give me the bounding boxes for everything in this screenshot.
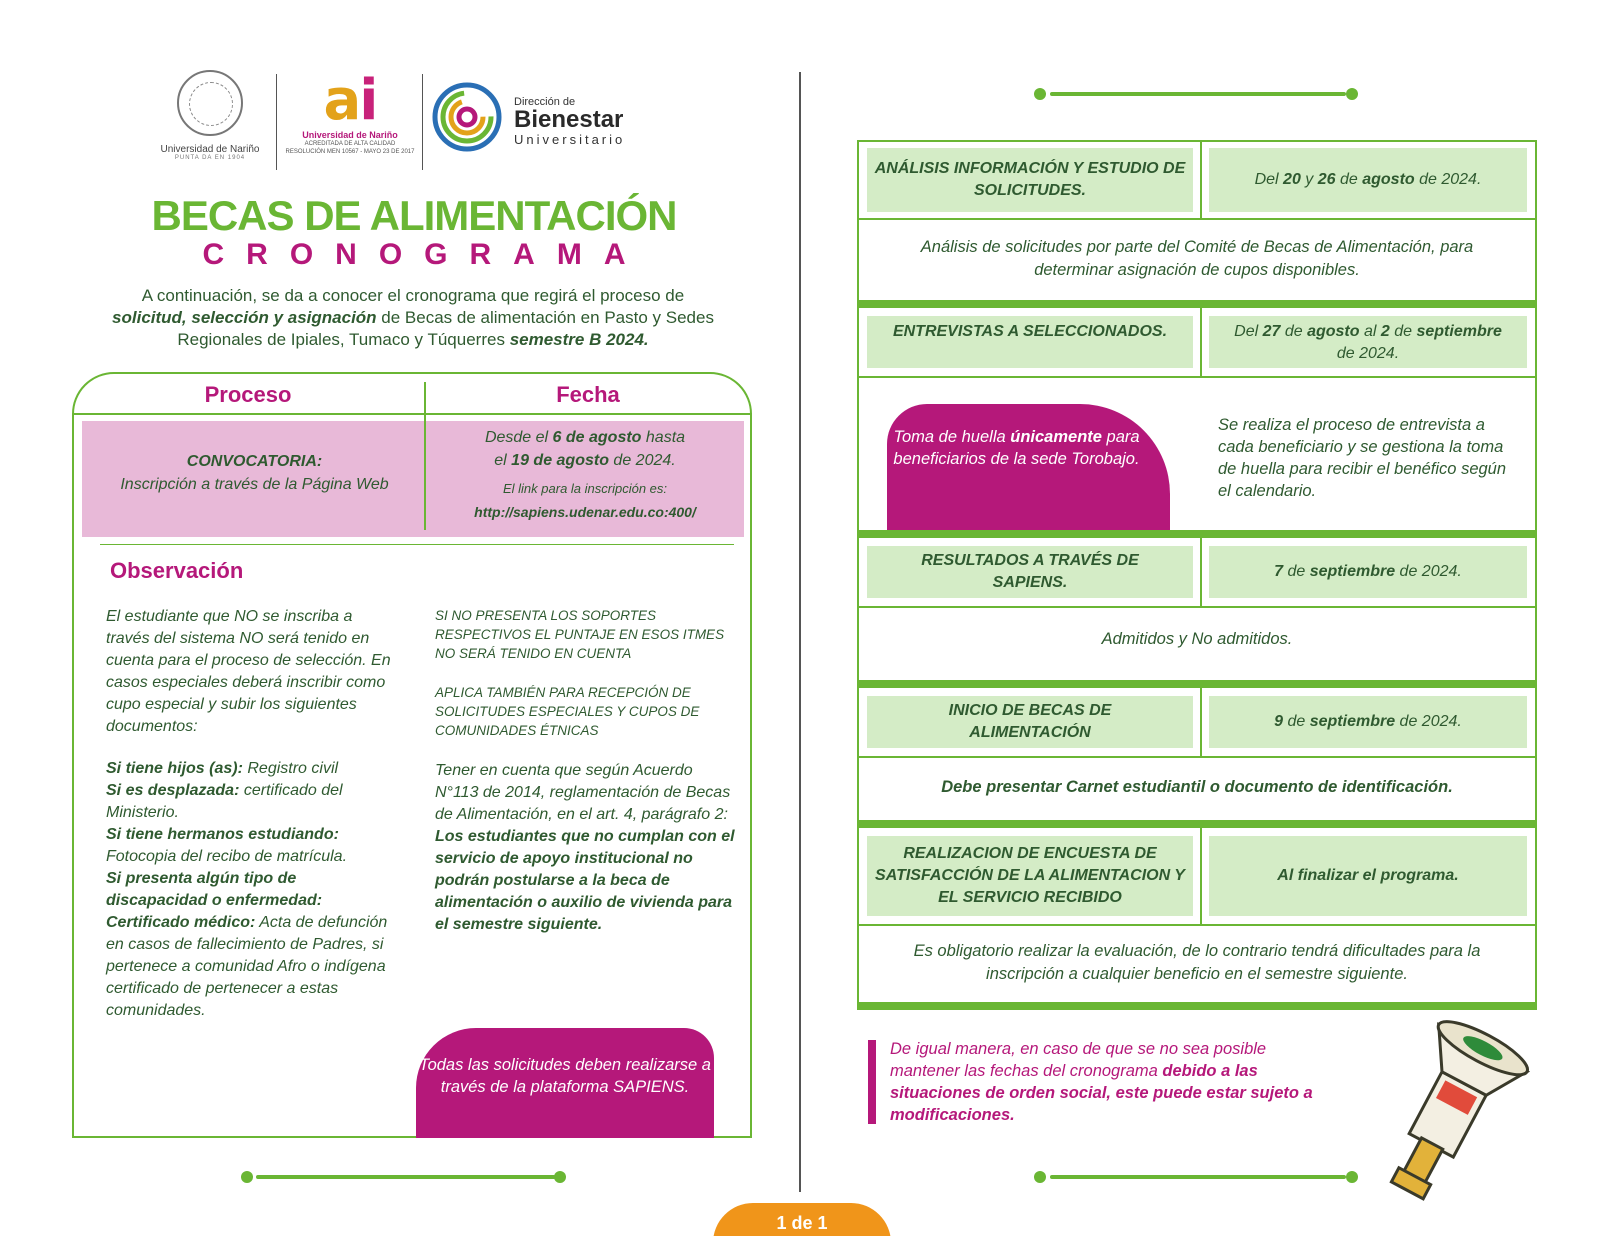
row1-date: Del 20 y 26 de agosto de 2024. (1254, 171, 1482, 188)
seal-icon (177, 70, 243, 136)
bar-dot (1346, 88, 1358, 100)
ai-mark: ai (323, 68, 377, 133)
row2-desc: Se realiza el proceso de entrevista a cada beneficiario y se gestiona la toma de huella para recibir el benéfico según el calendario. (1218, 416, 1507, 500)
page-subtitle: CRONOGRAMA (202, 238, 648, 271)
schedule-note: De igual manera, en caso de que se no sea posible mantener las fechas del cronograma debido a las situaciones de orden social, este puede estar sujeto a modificaciones. (890, 1040, 1313, 1124)
sapiens-callout: Todas las solicitudes deben realizarse a través de la plataforma SAPIENS. (416, 1028, 714, 1138)
page-title: BECAS DE ALIMENTACIÓN (151, 192, 677, 239)
row3-date: 7 de septiembre de 2024. (1274, 563, 1462, 580)
university-seal-logo (155, 70, 265, 165)
bienestar-dir: Dirección de (514, 96, 576, 108)
decor-bar (1050, 92, 1346, 96)
row5-date: Al finalizar el programa. (1277, 867, 1459, 884)
bar-dot (1034, 88, 1046, 100)
decor-bar (1050, 1175, 1346, 1179)
seal-sub: PUNTA DA EN 1904 (174, 155, 246, 161)
row2-date: Del 27 de agosto al 2 de septiembre de 2024. (1234, 323, 1502, 362)
header-rule (72, 413, 752, 415)
observacion-right: SI NO PRESENTA LOS SOPORTES RESPECTIVOS EL PUNTAJE EN ESOS ITMES NO SERÁ TENIDO EN CUENTA APLICA TAMBIÉN PARA RECEPCIÓN DE SOLICITUDES ESPECIALES Y CUPOS DE COMUNIDADES ÉTNICAS Tener en cuenta que según Acuerdo N°113 de 2014, reglamentación de Becas de Alimentación, en el art. 4, parágrafo 2: Los estudiantes que no cumplan con el servicio de apoyo institucional no podrán postularse a la beca de alimentación o auxilio de vivienda para el semestre siguiente. (435, 608, 735, 933)
megaphone-icon (1370, 1020, 1530, 1220)
schedule-table (857, 140, 1537, 1010)
bienestar-uni: Universitario (514, 132, 626, 147)
row2-process: ENTREVISTAS A SELECCIONADOS. (892, 323, 1168, 340)
bar-dot (241, 1171, 253, 1183)
row4-date: 9 de septiembre de 2024. (1274, 713, 1462, 730)
ai-sub2: RESOLUCIÓN MEN 10567 - MAYO 23 DE 2017 (285, 149, 415, 155)
header-fecha: Fecha (556, 382, 620, 407)
ai-sub1: ACREDITADA DE ALTA CALIDAD (304, 141, 396, 147)
huella-callout: Toma de huella únicamente para beneficiarios de la sede Torobajo. (887, 404, 1170, 530)
page-divider (799, 72, 801, 1192)
decor-bar (256, 1175, 556, 1179)
row1-desc: Análisis de solicitudes por parte del Comité de Becas de Alimentación, para determinar asignación de cupos disponibles. (920, 238, 1474, 279)
bar-dot (1346, 1171, 1358, 1183)
row3-desc: Admitidos y No admitidos. (1101, 630, 1293, 648)
column-divider (424, 382, 426, 530)
page-number: 1 de 1 (713, 1203, 891, 1236)
bienestar-main: Bienestar (514, 106, 624, 133)
ai-name: Universidad de Nariño (302, 130, 398, 140)
convocatoria-dates: Desde el 6 de agosto hasta el 19 de agosto de 2024. (484, 429, 686, 469)
bienestar-swirl-icon (432, 82, 502, 152)
sapiens-link[interactable]: http://sapiens.udenar.edu.co:400/ (474, 504, 696, 520)
row4-process: INICIO DE BECAS DE ALIMENTACIÓN (948, 702, 1112, 741)
logo-divider (276, 74, 277, 170)
convocatoria-process: CONVOCATORIA: Inscripción a través de la Página Web (120, 453, 389, 493)
observacion-title: Observación (110, 558, 244, 583)
row4-desc: Debe presentar Carnet estudiantil o documento de identificación. (941, 778, 1453, 796)
ai-accreditation-logo (285, 68, 415, 156)
row5-process: REALIZACION DE ENCUESTA DE SATISFACCIÓN DE LA ALIMENTACION Y EL SERVICIO RECIBIDO (875, 845, 1185, 906)
row1-process: ANÁLISIS INFORMACIÓN Y ESTUDIO DE SOLICITUDES. (874, 160, 1186, 199)
bar-dot (1034, 1171, 1046, 1183)
seal-name: Universidad de Nariño (160, 144, 260, 155)
note-accent-bar (868, 1040, 876, 1124)
observacion-rule (100, 544, 734, 545)
observacion-left: El estudiante que NO se inscriba a través del sistema NO será tenido en cuenta para el proceso de selección. En casos especiales deberá inscribir como cupo especial y subir los siguientes documentos: Si tiene hijos (as): Registro civil Si es desplazada: certificado del Ministerio. Si tiene hermanos estudiando: Fotocopia del recibo de matrícula. Si presenta algún tipo de discapacidad o enfermedad: Certificado médico: Acta de defunción en casos de fallecimiento de Padres, si pertenece a comunidad Afro o indígena certificado de pertenecer a estas comunidades. (106, 608, 391, 1019)
header-proceso: Proceso (204, 382, 292, 407)
intro-text: A continuación, se da a conocer el cronograma que regirá el proceso de solicitud, selección y asignación de Becas de alimentación en Pasto y Sedes Regionales de Ipiales, Tumaco y Túquerres semestre B 2024. (112, 286, 714, 349)
bar-dot (554, 1171, 566, 1183)
link-label: El link para la inscripción es: (502, 481, 668, 496)
row3-process: RESULTADOS A TRAVÉS DE SAPIENS. (921, 552, 1139, 591)
logo-divider (422, 74, 423, 170)
row5-desc: Es obligatorio realizar la evaluación, de lo contrario tendrá dificultades para la inscripción a cualquier beneficio en el semestre siguiente. (913, 942, 1481, 983)
